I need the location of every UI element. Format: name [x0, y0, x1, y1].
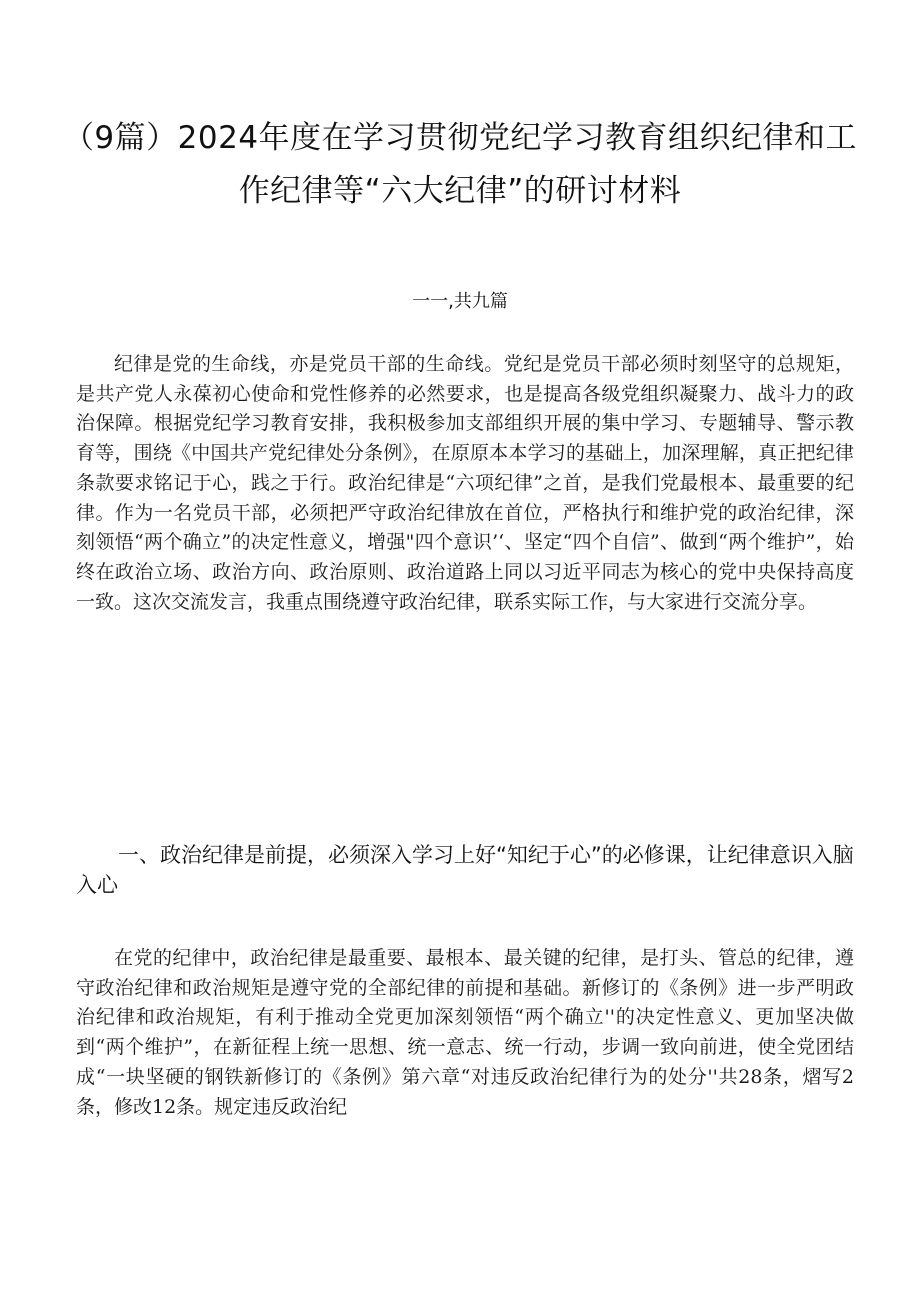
document-title: （9篇）2024年度在学习贯彻党纪学习教育组织纪律和工作纪律等“六大纪律”的研讨材料 [62, 120, 858, 209]
section-heading-1: 一、政治纪律是前提，必须深入学习上好“知纪于心”的必修课，让纪律意识入脑入心 [76, 843, 854, 897]
body-paragraph-2: 在党的纪律中，政治纪律是最重要、最根本、最关键的纪律，是打头、管总的纪律，遵守政治纪律和政治规矩是遵守党的全部纪律的前提和基础。新修订的《条例》进一步严明政治纪律和政治规矩，有利于推动全党更加深刻领悟“两个确立''的决定性意义、更加坚决做到“两个维护”，在新征程上统一思想、统一意志、统一行动，步调一致向前进，使全党团结成“一块坚硬的钢铁新修订的《条例》第六章“对违反政治纪律行为的处分''共28条，熠写2条，修改12条。规定违反政治纪 [76, 947, 854, 1118]
document-subtitle: 一一,共九篇 [412, 291, 508, 312]
body-paragraph-1: 纪律是党的生命线，亦是党员干部的生命线。党纪是党员干部必须时刻坚守的总规矩，是共产党人永葆初心使命和党性修养的必然要求，也是提高各级党组织凝聚力、战斗力的政治保障。根据党纪学习教育安排，我积极参加支部组织开展的集中学习、专题辅导、警示教育等，围绕《中国共产党纪律处分条例》，在原原本本学习的基础上，加深理解，真正把纪律条款要求铭记于心，践之于行。政治纪律是“六项纪律”之首，是我们党最根本、最重要的纪律。作为一名党员干部，必须把严守政治纪律放在首位，严格执行和维护党的政治纪律，深刻领悟“两个确立”的决定性意义，增强"四个意识’‘、坚定“四个自信”、做到“两个维护”，始终在政治立场、政治方向、政治原则、政治道路上同以习近平同志为核心的党中央保持高度一致。这次交流发言，我重点围绕遵守政治纪律，联系实际工作，与大家进行交流分享。 [76, 353, 854, 613]
